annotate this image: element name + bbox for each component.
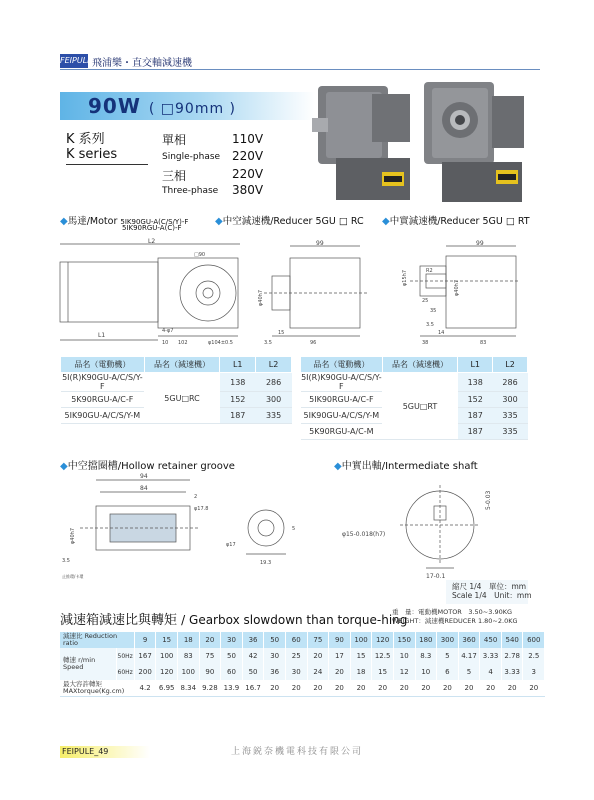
torque-cell: 16.7 [242, 680, 264, 696]
dim-14: 14 [438, 330, 445, 336]
table-row [60, 664, 545, 680]
section-hollow-label: ◆中空擋圈槽/Hollow retainer groove [60, 461, 235, 472]
speed50-cell: 2.5 [523, 648, 545, 664]
speed60-cell: 100 [177, 664, 199, 680]
speed50-cell: 30 [264, 648, 286, 664]
speed50-cell: 3.33 [480, 648, 502, 664]
volt-three-220: 220V [232, 167, 264, 181]
series-label [66, 132, 117, 162]
dim-35: 35 [430, 308, 437, 314]
speed60-cell: 3.33 [501, 664, 523, 680]
speed50-cell: 20 [307, 648, 329, 664]
dim-38: 38 [422, 340, 429, 346]
torque-cell: 20 [264, 680, 286, 696]
ratio-cell: 75 [307, 632, 329, 648]
th-reducer: 品名（減速機） [144, 357, 220, 373]
rc-model-table [60, 356, 292, 424]
speed60-cell: 50 [242, 664, 264, 680]
ratio-cell: 300 [437, 632, 459, 648]
cell-motor: 5K90RGU-A/C-F [61, 392, 145, 408]
speed60-cell: 3 [523, 664, 545, 680]
torque-cell: 9.28 [199, 680, 221, 696]
spec-three-en: Three-phase [162, 186, 219, 196]
speed60-cell: 18 [350, 664, 372, 680]
dim-phi17: φ17 [226, 542, 236, 548]
cell-L1: 187 [458, 424, 493, 440]
speed60-cell: 90 [199, 664, 221, 680]
speed60-cell: 60 [221, 664, 243, 680]
torque-cell: 20 [501, 680, 523, 696]
dim-shaft-40: φ40h7 [454, 279, 460, 296]
dim-2: 2 [194, 494, 198, 500]
table-header-row [61, 357, 292, 373]
volt-three-380: 380V [232, 183, 264, 197]
spec-three-zh: 三相 [162, 169, 187, 183]
speed50-cell: 2.78 [501, 648, 523, 664]
diamond-icon: ◆ [215, 216, 223, 227]
dim-L2: L2 [148, 238, 156, 245]
speed50-cell: 167 [134, 648, 156, 664]
torque-cell: 20 [393, 680, 415, 696]
volt-single-110: 110V [232, 132, 264, 146]
dim-holes: 4-φ7 [162, 328, 174, 334]
spec-single-zh: 單相 [162, 133, 187, 147]
cell-L1: 138 [458, 373, 493, 392]
cell-reducer: 5GU□RT [382, 373, 458, 440]
speed60-cell: 6 [437, 664, 459, 680]
weight-en: WEIGHT：減速機REDUCER 1.80~2.0KG [392, 617, 518, 625]
table-row [60, 632, 545, 648]
torque-cell: 20 [458, 680, 480, 696]
cell-reducer: 5GU□RC [144, 373, 220, 424]
torque-cell: 8.34 [177, 680, 199, 696]
th-motor: 品名（電動機） [301, 357, 383, 373]
dim-shaft: φ40h7 [258, 289, 264, 306]
model-title [88, 94, 236, 118]
speed60-cell: 24 [307, 664, 329, 680]
ratio-cell: 180 [415, 632, 437, 648]
hollow-groove-drawing [60, 470, 310, 582]
diamond-icon: ◆ [60, 461, 68, 472]
gearbox-title-zh: 減速箱減速比與轉矩 [60, 613, 178, 628]
header-title: 飛浦樂・直交軸減速機 [92, 58, 192, 69]
ratio-cell: 120 [372, 632, 394, 648]
cell-L1: 187 [458, 408, 493, 424]
diamond-icon: ◆ [334, 461, 342, 472]
table-row [61, 373, 292, 392]
speed50-cell: 17 [329, 648, 351, 664]
th-L1: L1 [220, 357, 256, 373]
speed-label: 轉速 r/min Speed [60, 648, 116, 680]
ratio-cell: 150 [393, 632, 415, 648]
th-L2: L2 [493, 357, 528, 373]
diamond-icon: ◆ [382, 216, 390, 227]
ratio-cell: 100 [350, 632, 372, 648]
dim-3-5: 3.5 [426, 322, 434, 328]
rt-model-table [300, 356, 528, 440]
cell-L2: 286 [256, 373, 292, 392]
dim-3-5: 3.5 [62, 558, 70, 564]
torque-cell: 20 [480, 680, 502, 696]
dim-phi17-8: φ17.8 [194, 506, 209, 512]
dim-102: 102 [178, 340, 188, 346]
speed50-cell: 25 [285, 648, 307, 664]
speed50-cell: 15 [350, 648, 372, 664]
speed60-cell: 30 [285, 664, 307, 680]
speed60-cell: 10 [415, 664, 437, 680]
th-reducer: 品名（減速機） [382, 357, 458, 373]
speed60-cell: 4 [480, 664, 502, 680]
weight-zh: 重 量：電動機MOTOR 3.50~3.90KG [392, 608, 513, 616]
cell-L2: 300 [493, 392, 528, 408]
speed50-cell: 75 [199, 648, 221, 664]
footer-company: 上海鋭奈機電科技有限公司 [230, 747, 363, 757]
table-header-row [301, 357, 528, 373]
dim-phi40: φ40h7 [70, 527, 76, 544]
dim-99: 99 [476, 240, 484, 247]
scale-note [452, 582, 532, 600]
solid-shaft-reducer-unit [424, 82, 524, 202]
speed50-cell: 10 [393, 648, 415, 664]
hz60-label: 60Hz [116, 664, 134, 680]
gearbox-title [60, 609, 407, 628]
cell-motor: 5K90RGU-A/C-M [301, 424, 383, 440]
table-row [60, 680, 545, 696]
th-motor: 品名（電動機） [61, 357, 145, 373]
torque-cell: 20 [285, 680, 307, 696]
cell-motor: 5IK90RGU-A/C-F [301, 392, 383, 408]
ratio-cell: 600 [523, 632, 545, 648]
cell-L2: 335 [493, 424, 528, 440]
dim-phi15: φ15-0.018(h7) [342, 531, 386, 538]
torque-cell: 4.2 [134, 680, 156, 696]
dim-35: 3.5 [264, 340, 272, 346]
section-reducer-rt-label: ◆中實減速機/Reducer 5GU □ RT [382, 216, 530, 227]
dim-99: 99 [316, 240, 324, 247]
cell-L2: 335 [256, 408, 292, 424]
dim-L1: L1 [98, 332, 106, 339]
speed60-cell: 12 [393, 664, 415, 680]
speed50-cell: 100 [156, 648, 178, 664]
section-reducer-rc-label: ◆中空減速機/Reducer 5GU □ RC [215, 216, 364, 227]
gear-ratio-table [60, 632, 545, 697]
reducer-rc-drawing [250, 236, 375, 348]
dim-94: 94 [140, 473, 148, 480]
dim-15: 15 [278, 330, 285, 336]
retainer-note: 止推環/卡環 [62, 574, 84, 579]
gear-motor-photo [312, 78, 528, 206]
dim-square90: □90 [194, 252, 206, 258]
ratio-cell: 36 [242, 632, 264, 648]
series-zh: K 系列 [66, 132, 105, 147]
spec-single-en: Single-phase [162, 152, 221, 162]
ratio-cell: 18 [177, 632, 199, 648]
speed50-cell: 12.5 [372, 648, 394, 664]
scale-zh: 縮尺 1/4 單位：mm [452, 582, 527, 591]
torque-cell: 20 [307, 680, 329, 696]
ratio-cell: 20 [199, 632, 221, 648]
section-motor-label: ◆馬達/Motor 5IK90GU-A(C/S/Y)-F [60, 216, 189, 227]
cell-motor: 5IK90GU-A/C/S/Y-M [301, 408, 383, 424]
torque-cell: 20 [329, 680, 351, 696]
dim-25: 25 [422, 298, 429, 304]
footer-page-tag: FEIPULE_49 [60, 746, 150, 758]
intermediate-shaft-drawing [340, 470, 528, 580]
speed50-cell: 50 [221, 648, 243, 664]
ratio-cell: 60 [285, 632, 307, 648]
cell-L1: 138 [220, 373, 256, 392]
th-L1: L1 [458, 357, 493, 373]
torque-cell: 13.9 [221, 680, 243, 696]
ratio-label: 減速比 Reduction ratio [60, 632, 134, 648]
ratio-cell: 15 [156, 632, 178, 648]
scale-en: Scale 1/4 Unit：mm [452, 591, 532, 600]
model-power: 90W [88, 94, 141, 118]
cell-L1: 152 [220, 392, 256, 408]
th-L2: L2 [256, 357, 292, 373]
hz50-label: 50Hz [116, 648, 134, 664]
dim-84: 84 [140, 485, 148, 492]
table-row [301, 373, 528, 392]
speed60-cell: 36 [264, 664, 286, 680]
speed50-cell: 83 [177, 648, 199, 664]
dim-phi104: φ104±0.5 [208, 340, 233, 346]
speed50-cell: 42 [242, 648, 264, 664]
dim-19-3: 19.3 [260, 560, 272, 566]
cell-L2: 300 [256, 392, 292, 408]
speed50-cell: 5 [437, 648, 459, 664]
ratio-cell: 450 [480, 632, 502, 648]
dim-96: 96 [310, 340, 317, 346]
dim-10: 10 [162, 340, 169, 346]
speed50-cell: 8.3 [415, 648, 437, 664]
motor-models-1: 5IK90GU-A(C/S/Y)-F [120, 218, 189, 226]
model-frame: ( □90mm ) [148, 101, 237, 117]
ratio-cell: 540 [501, 632, 523, 648]
ratio-cell: 30 [221, 632, 243, 648]
speed60-cell: 15 [372, 664, 394, 680]
section-intermediate-label: ◆中實出軸/Intermediate shaft [334, 461, 478, 472]
dim-17: 17-0.1 [426, 573, 446, 580]
speed60-cell: 20 [329, 664, 351, 680]
torque-cell: 20 [415, 680, 437, 696]
gearbox-title-en: / Gearbox slowdown than torque-hing [181, 613, 408, 627]
torque-cell: 20 [523, 680, 545, 696]
cell-motor: 5I(R)K90GU-A/C/S/Y-F [62, 373, 143, 391]
dim-83: 83 [480, 340, 487, 346]
motor-drawing [58, 236, 248, 348]
brand-logo: FEIPULE [60, 54, 88, 68]
speed60-cell: 120 [156, 664, 178, 680]
speed60-cell: 5 [458, 664, 480, 680]
torque-cell: 20 [437, 680, 459, 696]
series-en: K series [66, 147, 118, 162]
series-underline [66, 164, 148, 165]
dim-5: 5 [292, 526, 296, 532]
torque-label: 最大容許轉矩 MAXtorque(Kg.cm) [60, 680, 134, 696]
cell-L1: 152 [458, 392, 493, 408]
volt-single-220: 220V [232, 149, 264, 163]
table-row [60, 648, 545, 664]
ratio-cell: 50 [264, 632, 286, 648]
model-band [60, 92, 315, 120]
dim-shaft-15: φ15h7 [402, 269, 408, 286]
cell-L2: 286 [493, 373, 528, 392]
diamond-icon: ◆ [60, 216, 68, 227]
weight-note [392, 608, 518, 626]
motor-models-2: 5IK90RGU-A(C)-F [122, 224, 182, 232]
ratio-cell: 90 [329, 632, 351, 648]
dim-R2: R2 [426, 268, 433, 274]
cell-motor: 5I(R)K90GU-A/C/S/Y-F [301, 373, 382, 391]
ratio-cell: 360 [458, 632, 480, 648]
speed50-cell: 4.17 [458, 648, 480, 664]
reducer-rt-drawing [390, 236, 525, 348]
ratio-cell: 9 [134, 632, 156, 648]
page-header [60, 52, 540, 70]
torque-cell: 20 [350, 680, 372, 696]
cell-L1: 187 [220, 408, 256, 424]
cell-L2: 335 [493, 408, 528, 424]
dim-5: 5-0.03 [485, 490, 492, 510]
torque-cell: 6.95 [156, 680, 178, 696]
cell-motor: 5IK90GU-A/C/S/Y-M [61, 408, 145, 424]
hollow-reducer-unit [312, 86, 410, 200]
speed60-cell: 200 [134, 664, 156, 680]
torque-cell: 20 [372, 680, 394, 696]
